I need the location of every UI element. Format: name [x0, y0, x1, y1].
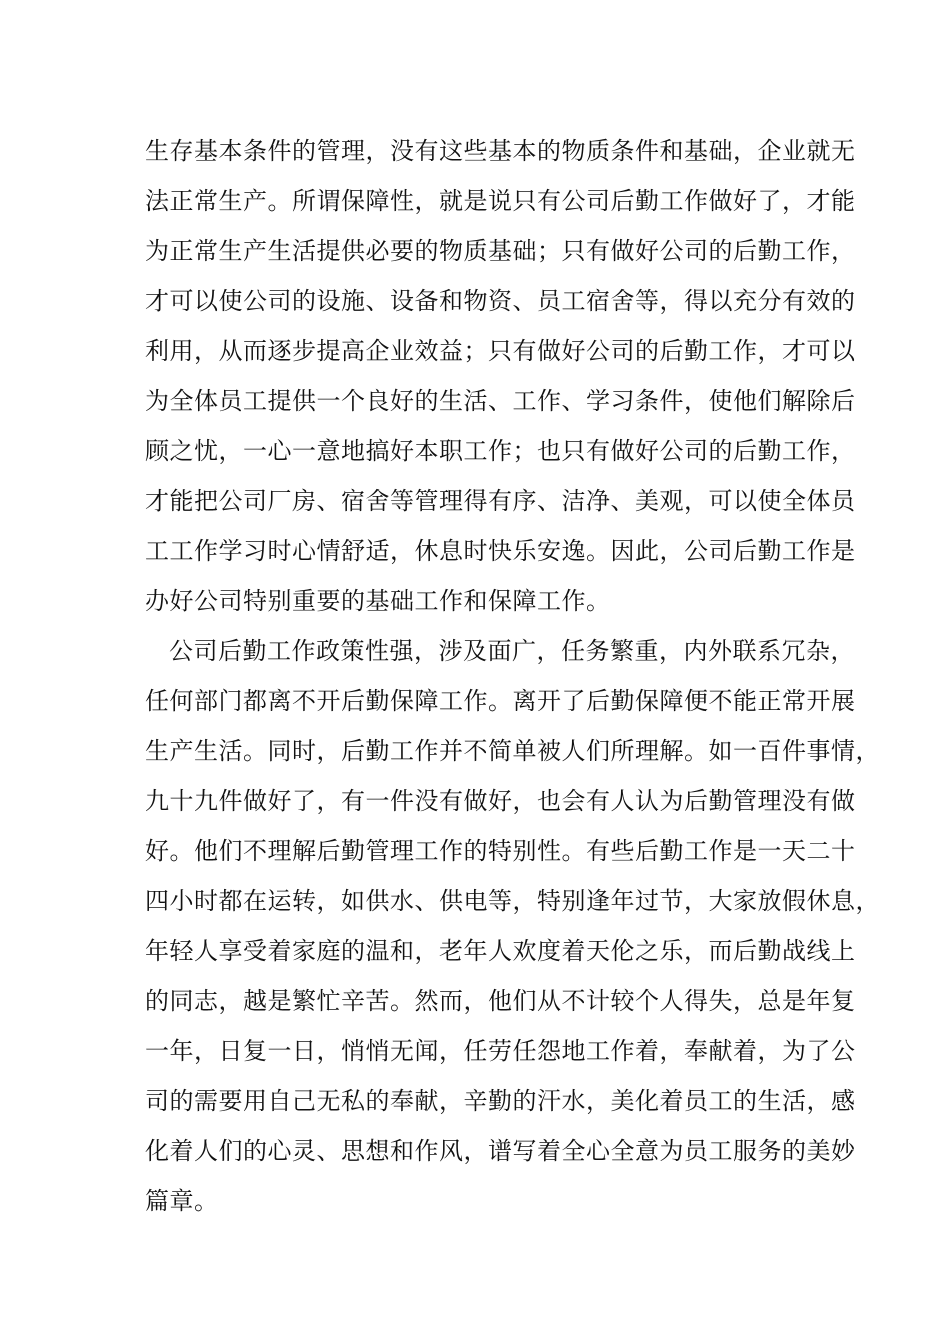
paragraph-2-line: 化着人们的心灵、思想和作风，谱写着全心全意为员工服务的美妙	[145, 1137, 856, 1165]
paragraph-2-line: 一年，日复一日，悄悄无闻，任劳任怨地工作着，奉献着，为了公	[145, 1037, 856, 1065]
paragraph-2-line: 篇章。	[145, 1187, 219, 1215]
paragraph-1-line: 才可以使公司的设施、设备和物资、员工宿舍等，得以充分有效的	[145, 287, 856, 315]
paragraph-2-line: 的同志，越是繁忙辛苦。然而，他们从不计较个人得失，总是年复	[145, 987, 856, 1015]
paragraph-1-line: 法正常生产。所谓保障性，就是说只有公司后勤工作做好了，才能	[145, 187, 856, 215]
paragraph-1-line: 为全体员工提供一个良好的生活、工作、学习条件，使他们解除后	[145, 387, 856, 415]
paragraph-1-line: 办好公司特别重要的基础工作和保障工作。	[145, 587, 611, 615]
paragraph-1-line: 工工作学习时心情舒适，休息时快乐安逸。因此，公司后勤工作是	[145, 537, 856, 565]
paragraph-1-line: 生存基本条件的管理，没有这些基本的物质条件和基础，企业就无	[145, 137, 856, 165]
paragraph-1-line: 为正常生产生活提供必要的物质基础；只有做好公司的后勤工作，	[145, 237, 856, 265]
paragraph-1-line: 顾之忧，一心一意地搞好本职工作；也只有做好公司的后勤工作，	[145, 437, 856, 465]
paragraph-2-line: 年轻人享受着家庭的温和，老年人欢度着天伦之乐，而后勤战线上	[145, 937, 856, 965]
paragraph-2-line: 好。他们不理解后勤管理工作的特别性。有些后勤工作是一天二十	[145, 837, 856, 865]
paragraph-2-line: 生产生活。同时，后勤工作并不简单被人们所理解。如一百件事情，	[145, 737, 880, 765]
paragraph-1-line: 利用，从而逐步提高企业效益；只有做好公司的后勤工作，才可以	[145, 337, 856, 365]
paragraph-1-line: 才能把公司厂房、宿舍等管理得有序、洁净、美观，可以使全体员	[145, 487, 856, 515]
paragraph-2-line: 九十九件做好了，有一件没有做好，也会有人认为后勤管理没有做	[145, 787, 856, 815]
paragraph-2-line: 四小时都在运转，如供水、供电等，特别逢年过节，大家放假休息，	[145, 887, 880, 915]
paragraph-2-line: 公司后勤工作政策性强，涉及面广，任务繁重，内外联系冗杂，	[169, 637, 855, 665]
paragraph-2-line: 司的需要用自己无私的奉献，辛勤的汗水，美化着员工的生活，感	[145, 1087, 856, 1115]
paragraph-2-line: 任何部门都离不开后勤保障工作。离开了后勤保障便不能正常开展	[145, 687, 856, 715]
